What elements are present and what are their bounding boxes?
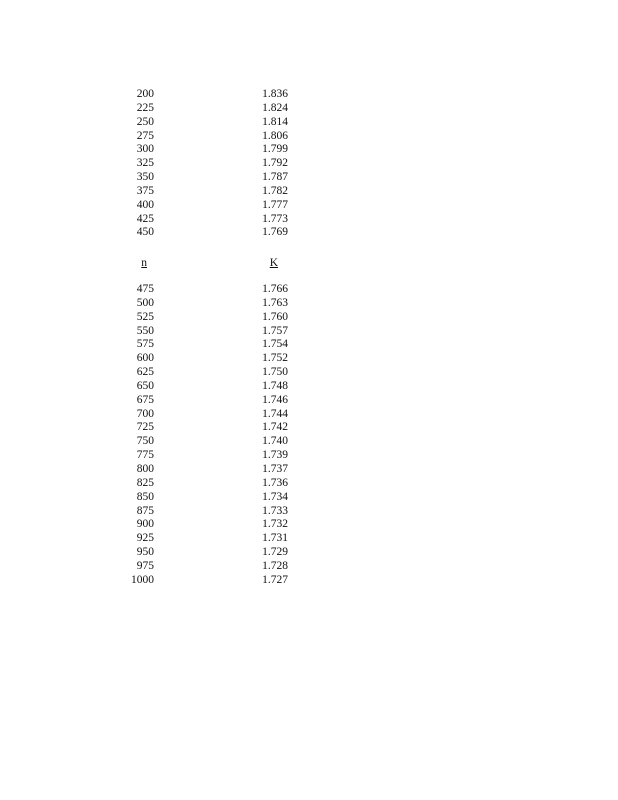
- table-row: [100, 518, 320, 532]
- n-value: 725: [136, 421, 154, 434]
- table-row: [100, 338, 320, 352]
- k-value: 1.733: [262, 504, 288, 517]
- k-value: 1.752: [262, 352, 288, 365]
- k-value: 1.736: [262, 476, 288, 489]
- table-row: [100, 311, 320, 325]
- k-value: 1.792: [262, 157, 288, 170]
- n-value: 750: [136, 435, 154, 448]
- k-value: 1.732: [262, 518, 288, 531]
- n-value: 650: [136, 379, 154, 392]
- table-row: [100, 325, 320, 339]
- table-row: [100, 297, 320, 311]
- n-value: 200: [136, 88, 154, 100]
- k-value: 1.763: [262, 296, 288, 309]
- table-row: [100, 116, 320, 130]
- k-value: 1.766: [262, 283, 288, 295]
- n-value: 250: [136, 115, 154, 128]
- table-row: [100, 352, 320, 366]
- k-value: 1.787: [262, 171, 288, 184]
- n-value: 575: [136, 338, 154, 351]
- n-value: 500: [136, 296, 154, 309]
- n-value: 225: [136, 101, 154, 114]
- k-value: 1.727: [262, 573, 288, 586]
- k-value: 1.773: [262, 212, 288, 225]
- table-row: [100, 88, 320, 102]
- n-value: 700: [136, 407, 154, 420]
- k-value: 1.754: [262, 338, 288, 351]
- table-row: [100, 366, 320, 380]
- table-row: [100, 491, 320, 505]
- n-value: 675: [136, 393, 154, 406]
- table-row: [100, 130, 320, 144]
- table-row: [100, 394, 320, 408]
- k-value: 1.769: [262, 226, 288, 239]
- n-value: 275: [136, 129, 154, 142]
- k-value: 1.814: [262, 115, 288, 128]
- k-value: 1.777: [262, 198, 288, 211]
- n-value: 325: [136, 157, 154, 170]
- table-row: [100, 546, 320, 560]
- k-value: 1.782: [262, 184, 288, 197]
- table-row: [100, 143, 320, 157]
- k-value: 1.799: [262, 143, 288, 156]
- k-column-header: K: [269, 257, 278, 269]
- table-row: [100, 532, 320, 546]
- n-value: 625: [136, 366, 154, 379]
- column-header-row: [100, 256, 278, 270]
- n-value: 400: [136, 198, 154, 211]
- table-block-top: [100, 88, 320, 240]
- n-value: 825: [136, 476, 154, 489]
- k-value: 1.744: [262, 407, 288, 420]
- n-value: 1000: [131, 573, 154, 586]
- table-row: [100, 283, 320, 297]
- k-value: 1.760: [262, 310, 288, 323]
- n-value: 875: [136, 504, 154, 517]
- n-value: 550: [136, 324, 154, 337]
- n-value: 600: [136, 352, 154, 365]
- table-row: [100, 199, 320, 213]
- k-value: 1.737: [262, 462, 288, 475]
- table-row: [100, 435, 320, 449]
- table-row: [100, 477, 320, 491]
- k-value: 1.757: [262, 324, 288, 337]
- table-row: [100, 449, 320, 463]
- k-value: 1.748: [262, 379, 288, 392]
- k-value: 1.742: [262, 421, 288, 434]
- n-value: 525: [136, 310, 154, 323]
- n-value: 900: [136, 518, 154, 531]
- n-value: 350: [136, 171, 154, 184]
- table-row: [100, 560, 320, 574]
- n-value: 375: [136, 184, 154, 197]
- table-row: [100, 213, 320, 227]
- table-block-bottom: [100, 283, 320, 588]
- k-value: 1.739: [262, 449, 288, 462]
- table-row: [100, 171, 320, 185]
- n-value: 450: [136, 226, 154, 239]
- k-value: 1.824: [262, 101, 288, 114]
- table-row: [100, 463, 320, 477]
- table-row: [100, 408, 320, 422]
- n-value: 925: [136, 532, 154, 545]
- table-row: [100, 157, 320, 171]
- n-value: 475: [136, 283, 154, 295]
- table-row: [100, 102, 320, 116]
- table-row: [100, 185, 320, 199]
- table-row: [100, 574, 320, 588]
- k-value: 1.731: [262, 532, 288, 545]
- k-value: 1.750: [262, 366, 288, 379]
- n-value: 950: [136, 546, 154, 559]
- k-value: 1.729: [262, 546, 288, 559]
- table-row: [100, 226, 320, 240]
- k-value: 1.836: [262, 88, 288, 100]
- n-value: 425: [136, 212, 154, 225]
- k-value: 1.734: [262, 490, 288, 503]
- table-row: [100, 380, 320, 394]
- n-value: 300: [136, 143, 154, 156]
- n-value: 850: [136, 490, 154, 503]
- table-row: [100, 505, 320, 519]
- k-value: 1.728: [262, 559, 288, 572]
- k-value: 1.746: [262, 393, 288, 406]
- table-row: [100, 421, 320, 435]
- n-value: 775: [136, 449, 154, 462]
- n-value: 975: [136, 559, 154, 572]
- k-value: 1.740: [262, 435, 288, 448]
- n-value: 800: [136, 462, 154, 475]
- n-column-header: n: [141, 257, 147, 269]
- k-value: 1.806: [262, 129, 288, 142]
